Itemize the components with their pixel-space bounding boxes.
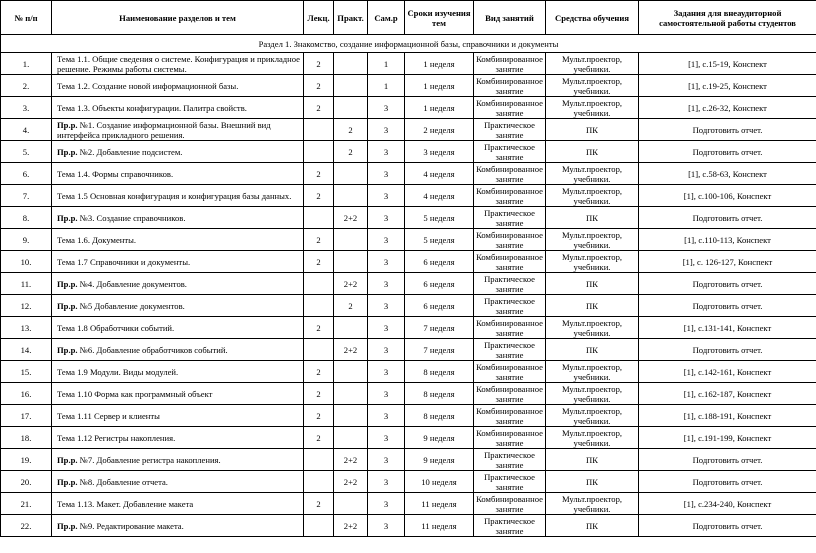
cell-term: 4 неделя: [405, 163, 474, 185]
topic-text: Тема 1.11 Сервер и клиенты: [57, 410, 160, 421]
topic-text: Тема 1.9 Модули. Виды модулей.: [57, 366, 179, 377]
topic-text: Тема 1.3. Объекты конфигурации. Палитра свойств.: [57, 102, 247, 113]
cell-pract: 2+2: [334, 273, 368, 295]
table-row: [1, 339, 816, 361]
cell-task: [1], с.58-63, Конспект: [639, 163, 816, 185]
topic-text: Тема 1.1. Общие сведения о системе. Конфигурация и прикладное решение. Режимы работы системы.: [57, 53, 300, 74]
cell-task: Подготовить отчет.: [639, 295, 816, 317]
cell-topic: [52, 449, 304, 471]
cell-means: ПК: [546, 339, 639, 361]
cell-num: 8.: [1, 207, 52, 229]
header-num: № п/п: [1, 1, 52, 35]
cell-means: Мульт.проектор, учебники.: [546, 383, 639, 405]
cell-type: Комбинированное занятие: [474, 163, 546, 185]
cell-type: Практическое занятие: [474, 339, 546, 361]
cell-type: Комбинированное занятие: [474, 185, 546, 207]
cell-means: ПК: [546, 449, 639, 471]
header-sam: Сам.р: [368, 1, 405, 35]
cell-pract: 2: [334, 141, 368, 163]
cell-means: Мульт.проектор, учебники.: [546, 75, 639, 97]
cell-term: 9 неделя: [405, 449, 474, 471]
cell-term: 10 неделя: [405, 471, 474, 493]
cell-pract: [334, 405, 368, 427]
cell-term: 11 неделя: [405, 515, 474, 537]
cell-term: 8 неделя: [405, 405, 474, 427]
cell-type: Практическое занятие: [474, 515, 546, 537]
topic-text: Тема 1.5 Основная конфигурация и конфигурация базы данных.: [57, 190, 292, 201]
cell-sam: 3: [368, 97, 405, 119]
cell-num: 15.: [1, 361, 52, 383]
topic-text: №6. Добавление обработчиков событий.: [77, 344, 228, 355]
cell-means: Мульт.проектор, учебники.: [546, 97, 639, 119]
cell-topic: [52, 119, 304, 141]
cell-means: ПК: [546, 471, 639, 493]
cell-lect: 2: [304, 97, 334, 119]
cell-task: Подготовить отчет.: [639, 515, 816, 537]
topic-text: Тема 1.4. Формы справочников.: [57, 168, 174, 179]
cell-topic: [52, 207, 304, 229]
cell-num: 22.: [1, 515, 52, 537]
header-terms: Сроки изучения тем: [405, 1, 474, 35]
header-topic: Наименование разделов и тем: [52, 1, 304, 35]
practical-work-prefix: Пр.р.: [57, 278, 78, 289]
cell-task: Подготовить отчет.: [639, 119, 816, 141]
cell-term: 1 неделя: [405, 75, 474, 97]
table-row: [1, 427, 816, 449]
cell-pract: [334, 251, 368, 273]
cell-sam: 3: [368, 141, 405, 163]
cell-means: Мульт.проектор, учебники.: [546, 163, 639, 185]
cell-task: [1], с. 126-127, Конспект: [639, 251, 816, 273]
cell-type: Комбинированное занятие: [474, 493, 546, 515]
topic-text: Тема 1.8 Обработчики событий.: [57, 322, 175, 333]
cell-term: 6 неделя: [405, 295, 474, 317]
practical-work-prefix: Пр.р.: [57, 146, 78, 157]
topic-text: №1. Создание информационной базы. Внешний вид интерфейса прикладного решения.: [57, 119, 271, 140]
cell-type: Комбинированное занятие: [474, 53, 546, 75]
cell-term: 3 неделя: [405, 141, 474, 163]
cell-means: Мульт.проектор, учебники.: [546, 53, 639, 75]
cell-num: 16.: [1, 383, 52, 405]
header-lect: Лекц.: [304, 1, 334, 35]
cell-num: 7.: [1, 185, 52, 207]
cell-lect: 2: [304, 427, 334, 449]
table-row: [1, 119, 816, 141]
cell-num: 19.: [1, 449, 52, 471]
table-row: [1, 229, 816, 251]
practical-work-prefix: Пр.р.: [57, 454, 78, 465]
cell-lect: 2: [304, 185, 334, 207]
practical-work-prefix: Пр.р.: [57, 119, 78, 130]
table-row: [1, 251, 816, 273]
topic-text: №3. Создание справочников.: [77, 212, 186, 223]
cell-sam: 3: [368, 251, 405, 273]
cell-means: ПК: [546, 141, 639, 163]
cell-topic: [52, 75, 304, 97]
cell-task: [1], с.26-32, Конспект: [639, 97, 816, 119]
practical-work-prefix: Пр.р.: [57, 300, 78, 311]
cell-sam: 3: [368, 339, 405, 361]
topic-text: №2. Добавление подсистем.: [77, 146, 183, 157]
cell-num: 12.: [1, 295, 52, 317]
cell-lect: [304, 471, 334, 493]
table-row: [1, 295, 816, 317]
table-row: [1, 75, 816, 97]
cell-pract: [334, 361, 368, 383]
cell-means: ПК: [546, 273, 639, 295]
table-row: [1, 273, 816, 295]
cell-lect: 2: [304, 383, 334, 405]
cell-sam: 3: [368, 163, 405, 185]
cell-type: Комбинированное занятие: [474, 383, 546, 405]
cell-term: 7 неделя: [405, 339, 474, 361]
cell-sam: 3: [368, 471, 405, 493]
header-type: Вид занятий: [474, 1, 546, 35]
cell-topic: [52, 229, 304, 251]
cell-term: 6 неделя: [405, 273, 474, 295]
cell-sam: 3: [368, 295, 405, 317]
cell-lect: [304, 339, 334, 361]
practical-work-prefix: Пр.р.: [57, 520, 78, 531]
cell-lect: 2: [304, 75, 334, 97]
cell-pract: 2: [334, 295, 368, 317]
cell-lect: 2: [304, 229, 334, 251]
cell-topic: [52, 97, 304, 119]
cell-num: 1.: [1, 53, 52, 75]
cell-type: Комбинированное занятие: [474, 229, 546, 251]
cell-means: ПК: [546, 119, 639, 141]
cell-pract: 2+2: [334, 515, 368, 537]
cell-topic: [52, 471, 304, 493]
cell-lect: 2: [304, 405, 334, 427]
cell-term: 7 неделя: [405, 317, 474, 339]
practical-work-prefix: Пр.р.: [57, 344, 78, 355]
cell-task: [1], с.188-191, Конспект: [639, 405, 816, 427]
header-means: Средства обучения: [546, 1, 639, 35]
cell-task: [1], с.131-141, Конспект: [639, 317, 816, 339]
cell-topic: [52, 251, 304, 273]
cell-means: ПК: [546, 207, 639, 229]
table-header-row: [1, 1, 816, 35]
cell-type: Комбинированное занятие: [474, 75, 546, 97]
table-row: [1, 405, 816, 427]
cell-num: 6.: [1, 163, 52, 185]
cell-lect: 2: [304, 361, 334, 383]
cell-task: [1], с.142-161, Конспект: [639, 361, 816, 383]
cell-task: Подготовить отчет.: [639, 273, 816, 295]
cell-task: Подготовить отчет.: [639, 207, 816, 229]
cell-num: 5.: [1, 141, 52, 163]
cell-num: 20.: [1, 471, 52, 493]
cell-topic: [52, 361, 304, 383]
cell-type: Практическое занятие: [474, 207, 546, 229]
cell-pract: [334, 229, 368, 251]
cell-num: 10.: [1, 251, 52, 273]
cell-lect: [304, 273, 334, 295]
topic-text: №8. Добавление отчета.: [77, 476, 168, 487]
cell-pract: 2+2: [334, 207, 368, 229]
topic-text: Тема 1.12 Регистры накопления.: [57, 432, 176, 443]
cell-term: 11 неделя: [405, 493, 474, 515]
cell-sam: 1: [368, 53, 405, 75]
cell-num: 3.: [1, 97, 52, 119]
practical-work-prefix: Пр.р.: [57, 212, 78, 223]
cell-lect: 2: [304, 317, 334, 339]
cell-lect: [304, 515, 334, 537]
cell-term: 4 неделя: [405, 185, 474, 207]
cell-type: Практическое занятие: [474, 273, 546, 295]
cell-num: 17.: [1, 405, 52, 427]
topic-text: №5 Добавление документов.: [77, 300, 185, 311]
cell-means: Мульт.проектор, учебники.: [546, 251, 639, 273]
cell-type: Комбинированное занятие: [474, 251, 546, 273]
cell-type: Комбинированное занятие: [474, 427, 546, 449]
topic-text: Тема 1.6. Документы.: [57, 234, 137, 245]
topic-text: №4. Добавление документов.: [77, 278, 187, 289]
cell-means: Мульт.проектор, учебники.: [546, 427, 639, 449]
cell-sam: 3: [368, 405, 405, 427]
section-title: Раздел 1. Знакомство, создание информационной базы, справочники и документы: [1, 35, 816, 53]
cell-task: [1], с.191-199, Конспект: [639, 427, 816, 449]
cell-means: ПК: [546, 515, 639, 537]
cell-task: Подготовить отчет.: [639, 339, 816, 361]
cell-type: Комбинированное занятие: [474, 317, 546, 339]
table-row: [1, 53, 816, 75]
cell-topic: [52, 427, 304, 449]
table-row: [1, 97, 816, 119]
cell-type: Практическое занятие: [474, 119, 546, 141]
header-pract: Практ.: [334, 1, 368, 35]
cell-type: Практическое занятие: [474, 471, 546, 493]
cell-sam: 3: [368, 119, 405, 141]
cell-term: 1 неделя: [405, 97, 474, 119]
cell-means: Мульт.проектор, учебники.: [546, 361, 639, 383]
cell-sam: 3: [368, 273, 405, 295]
cell-sam: 3: [368, 427, 405, 449]
topic-text: Тема 1.13. Макет. Добавление макета: [57, 498, 194, 509]
cell-term: 9 неделя: [405, 427, 474, 449]
cell-lect: [304, 295, 334, 317]
cell-pract: [334, 493, 368, 515]
cell-task: Подготовить отчет.: [639, 449, 816, 471]
cell-term: 8 неделя: [405, 383, 474, 405]
cell-pract: [334, 163, 368, 185]
cell-task: [1], с.100-106, Конспект: [639, 185, 816, 207]
cell-term: 8 неделя: [405, 361, 474, 383]
cell-num: 4.: [1, 119, 52, 141]
table-row: [1, 317, 816, 339]
cell-topic: [52, 273, 304, 295]
cell-type: Практическое занятие: [474, 141, 546, 163]
cell-topic: [52, 295, 304, 317]
topic-text: №9. Редактирование макета.: [77, 520, 184, 531]
cell-pract: 2+2: [334, 339, 368, 361]
cell-term: 5 неделя: [405, 207, 474, 229]
cell-type: Комбинированное занятие: [474, 405, 546, 427]
cell-pract: [334, 317, 368, 339]
cell-pract: [334, 185, 368, 207]
cell-topic: [52, 141, 304, 163]
cell-term: 5 неделя: [405, 229, 474, 251]
cell-pract: 2: [334, 119, 368, 141]
table-row: [1, 361, 816, 383]
cell-means: Мульт.проектор, учебники.: [546, 317, 639, 339]
cell-topic: [52, 185, 304, 207]
cell-lect: [304, 207, 334, 229]
cell-sam: 3: [368, 185, 405, 207]
cell-sam: 3: [368, 207, 405, 229]
cell-sam: 3: [368, 361, 405, 383]
cell-task: [1], с.15-19, Конспект: [639, 53, 816, 75]
cell-topic: [52, 53, 304, 75]
table-row: [1, 207, 816, 229]
cell-task: [1], с.234-240, Конспект: [639, 493, 816, 515]
cell-num: 9.: [1, 229, 52, 251]
cell-num: 14.: [1, 339, 52, 361]
cell-pract: 2+2: [334, 449, 368, 471]
cell-topic: [52, 405, 304, 427]
cell-type: Комбинированное занятие: [474, 361, 546, 383]
cell-num: 13.: [1, 317, 52, 339]
cell-sam: 3: [368, 317, 405, 339]
cell-lect: [304, 119, 334, 141]
table-body: [1, 35, 816, 537]
table-row: [1, 449, 816, 471]
cell-means: Мульт.проектор, учебники.: [546, 405, 639, 427]
cell-lect: [304, 141, 334, 163]
cell-sam: 3: [368, 449, 405, 471]
cell-term: 2 неделя: [405, 119, 474, 141]
cell-sam: 1: [368, 75, 405, 97]
cell-sam: 3: [368, 229, 405, 251]
cell-pract: [334, 97, 368, 119]
header-tasks: Задания для внеаудиторной самостоятельной работы студентов: [639, 1, 816, 35]
cell-task: [1], с.162-187, Конспект: [639, 383, 816, 405]
cell-task: [1], с.19-25, Конспект: [639, 75, 816, 97]
cell-sam: 3: [368, 515, 405, 537]
cell-topic: [52, 339, 304, 361]
cell-num: 21.: [1, 493, 52, 515]
cell-topic: [52, 515, 304, 537]
table-row: [1, 163, 816, 185]
cell-num: 2.: [1, 75, 52, 97]
cell-pract: 2+2: [334, 471, 368, 493]
table-row: [1, 383, 816, 405]
cell-lect: 2: [304, 251, 334, 273]
cell-means: Мульт.проектор, учебники.: [546, 185, 639, 207]
cell-task: Подготовить отчет.: [639, 471, 816, 493]
cell-lect: [304, 449, 334, 471]
section-row: [1, 35, 816, 53]
cell-topic: [52, 383, 304, 405]
cell-lect: 2: [304, 493, 334, 515]
table-row: [1, 515, 816, 537]
topic-text: Тема 1.2. Создание новой информационной базы.: [57, 80, 239, 91]
table-row: [1, 493, 816, 515]
cell-num: 11.: [1, 273, 52, 295]
cell-term: 1 неделя: [405, 53, 474, 75]
cell-sam: 3: [368, 383, 405, 405]
cell-type: Практическое занятие: [474, 295, 546, 317]
topic-text: №7. Добавление регистра накопления.: [77, 454, 221, 465]
topic-text: Тема 1.10 Форма как программный объект: [57, 388, 213, 399]
cell-topic: [52, 493, 304, 515]
table-row: [1, 141, 816, 163]
cell-lect: 2: [304, 163, 334, 185]
practical-work-prefix: Пр.р.: [57, 476, 78, 487]
cell-means: Мульт.проектор, учебники.: [546, 493, 639, 515]
cell-topic: [52, 163, 304, 185]
cell-task: Подготовить отчет.: [639, 141, 816, 163]
cell-topic: [52, 317, 304, 339]
cell-pract: [334, 383, 368, 405]
cell-means: Мульт.проектор, учебники.: [546, 229, 639, 251]
cell-lect: 2: [304, 53, 334, 75]
cell-pract: [334, 75, 368, 97]
cell-num: 18.: [1, 427, 52, 449]
cell-term: 6 неделя: [405, 251, 474, 273]
topic-text: Тема 1.7 Справочники и документы.: [57, 256, 191, 267]
cell-pract: [334, 427, 368, 449]
cell-task: [1], с.110-113, Конспект: [639, 229, 816, 251]
table-row: [1, 185, 816, 207]
cell-means: ПК: [546, 295, 639, 317]
table-row: [1, 471, 816, 493]
cell-pract: [334, 53, 368, 75]
cell-type: Практическое занятие: [474, 449, 546, 471]
cell-type: Комбинированное занятие: [474, 97, 546, 119]
cell-sam: 3: [368, 493, 405, 515]
